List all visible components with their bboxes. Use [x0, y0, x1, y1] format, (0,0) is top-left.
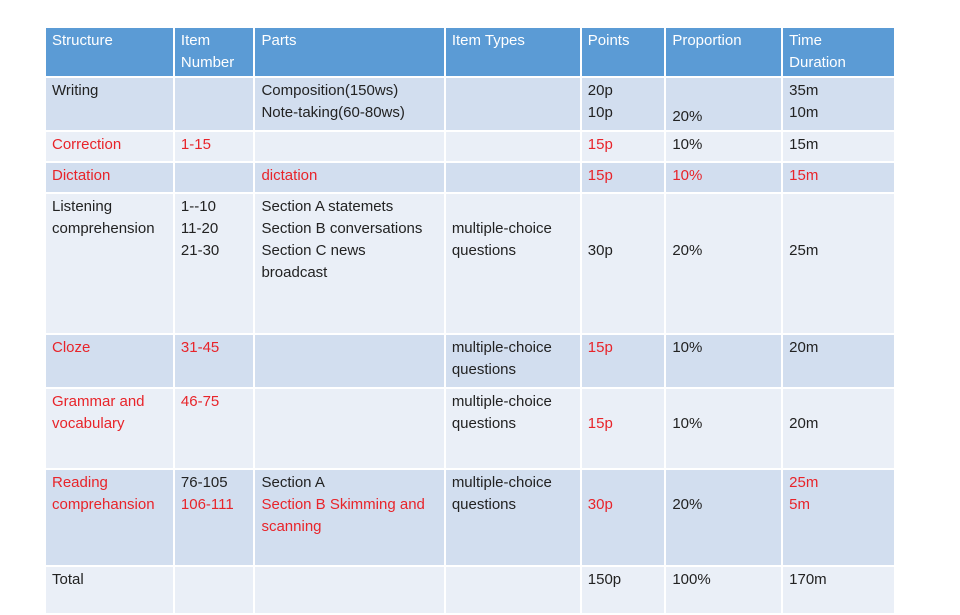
cell-item-types — [446, 132, 580, 161]
table-row-reading — [46, 470, 894, 565]
cell-item-number — [175, 567, 254, 613]
cell-proportion: 10% — [666, 163, 781, 192]
cell-parts — [255, 335, 443, 387]
cell-points: 15p — [582, 389, 665, 468]
cell-points: 30p — [582, 470, 665, 565]
cell-structure: Reading comprehansion — [46, 470, 173, 565]
cell-item-number: 1-15 — [175, 132, 254, 161]
exam-structure-table — [44, 26, 896, 615]
cell-parts — [255, 132, 443, 161]
cell-structure: Grammar and vocabulary — [46, 389, 173, 468]
cell-item-types: multiple-choice questions — [446, 389, 580, 468]
header-row — [46, 28, 894, 76]
exam-structure-table-container — [44, 26, 896, 615]
cell-points: 15p — [582, 132, 665, 161]
cell-structure: Writing — [46, 78, 173, 130]
cell-proportion: 20% — [666, 470, 781, 565]
cell-item-number: 31-45 — [175, 335, 254, 387]
cell-item-number — [175, 78, 254, 130]
cell-proportion: 20% — [666, 78, 781, 130]
cell-structure: Cloze — [46, 335, 173, 387]
header-structure: Structure — [46, 28, 173, 76]
cell-time: 20m — [783, 335, 894, 387]
cell-proportion: 10% — [666, 132, 781, 161]
cell-parts: dictation — [255, 163, 443, 192]
cell-item-types: multiple-choice questions — [446, 335, 580, 387]
cell-structure: Total — [46, 567, 173, 613]
cell-time: 20m — [783, 389, 894, 468]
cell-time: 25m — [783, 194, 894, 333]
cell-proportion: 10% — [666, 389, 781, 468]
cell-proportion: 100% — [666, 567, 781, 613]
cell-points: 15p — [582, 163, 665, 192]
cell-points: 20p 10p — [582, 78, 665, 130]
cell-parts: Section A statemets Section B conversations Section C news broadcast — [255, 194, 443, 333]
cell-points: 15p — [582, 335, 665, 387]
header-item-number: Item Number — [175, 28, 254, 76]
cell-parts — [255, 567, 443, 613]
cell-item-types — [446, 78, 580, 130]
table-row-writing — [46, 78, 894, 130]
table-row-correction — [46, 132, 894, 161]
cell-item-types: multiple-choice questions — [446, 470, 580, 565]
cell-time: 15m — [783, 163, 894, 192]
header-time-duration: Time Duration — [783, 28, 894, 76]
cell-structure: Dictation — [46, 163, 173, 192]
header-proportion: Proportion — [666, 28, 781, 76]
cell-parts: Section A Section B Skimming and scanning — [255, 470, 443, 565]
cell-parts: Composition(150ws) Note-taking(60-80ws) — [255, 78, 443, 130]
cell-time: 35m 10m — [783, 78, 894, 130]
header-parts: Parts — [255, 28, 443, 76]
table-row-grammar — [46, 389, 894, 468]
table-row-dictation — [46, 163, 894, 192]
cell-structure: Listening comprehension — [46, 194, 173, 333]
header-item-types: Item Types — [446, 28, 580, 76]
cell-points: 150p — [582, 567, 665, 613]
table-row-total — [46, 567, 894, 613]
table-row-cloze — [46, 335, 894, 387]
cell-time: 25m 5m — [783, 470, 894, 565]
cell-item-number: 76-105 106-111 — [175, 470, 254, 565]
cell-time: 15m — [783, 132, 894, 161]
cell-item-number: 46-75 — [175, 389, 254, 468]
cell-item-types — [446, 163, 580, 192]
table-row-listening — [46, 194, 894, 333]
cell-item-number: 1--10 11-20 21-30 — [175, 194, 254, 333]
cell-points: 30p — [582, 194, 665, 333]
cell-proportion: 10% — [666, 335, 781, 387]
cell-proportion: 20% — [666, 194, 781, 333]
cell-parts — [255, 389, 443, 468]
cell-structure: Correction — [46, 132, 173, 161]
cell-item-types — [446, 567, 580, 613]
cell-item-number — [175, 163, 254, 192]
header-points: Points — [582, 28, 665, 76]
cell-time: 170m — [783, 567, 894, 613]
cell-item-types: multiple-choice questions — [446, 194, 580, 333]
